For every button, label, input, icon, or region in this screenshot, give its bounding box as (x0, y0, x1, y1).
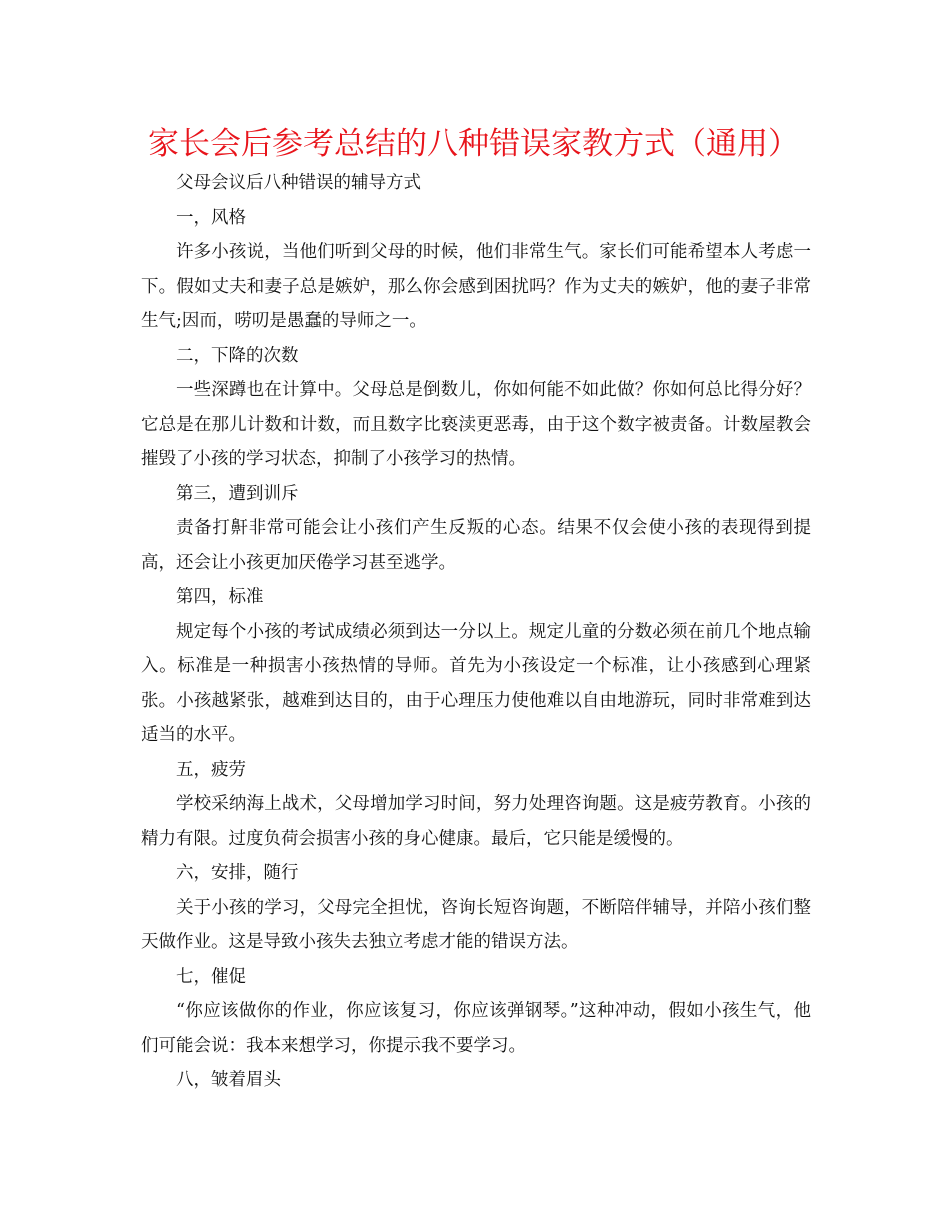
document-subtitle: 父母会议后八种错误的辅导方式 (176, 173, 421, 193)
section-paragraph: 学校采纳海上战术，父母增加学习时间，努力处理咨询题。这是疲劳教育。小孩的精力有限。过度负荷会损害小孩的身心健康。最后，它只能是缓慢的。 (141, 794, 811, 849)
section-heading: 一，风格 (176, 207, 246, 228)
section-heading: 八，皱着眉头 (176, 1070, 281, 1090)
document-body (141, 166, 811, 1098)
section-paragraph: 一些深蹲也在计算中。父母总是倒数儿，你如何能不如此做？你如何总比得分好？它总是在那儿计数和计数，而且数字比亵渎更恶毒，由于这个数字被责备。计数屋教会摧毁了小孩的学习状态，抑制了小孩学习的热情。 (141, 380, 811, 469)
section-paragraph: 规定每个小孩的考试成绩必须到达一分以上。规定儿童的分数必须在前几个地点输入。标准是一种损害小孩热情的导师。首先为小孩设定一个标准，让小孩感到心理紧张。小孩越紧张，越难到达目的，由于心理压力使他难以自由地游玩，同时非常难到达适当的水平。 (141, 621, 811, 745)
section-heading: 五，疲劳 (176, 759, 246, 780)
section-heading: 二，下降的次数 (176, 345, 299, 366)
section-paragraph: 责备打鼾非常可能会让小孩们产生反叛的心态。结果不仅会使小孩的表现得到提高，还会让小孩更加厌倦学习甚至逃学。 (141, 518, 811, 573)
section-heading: 第三，遭到训斥 (176, 483, 299, 504)
section-paragraph: 许多小孩说，当他们听到父母的时候，他们非常生气。家长们可能希望本人考虑一下。假如丈夫和妻子总是嫉妒，那么你会感到困扰吗？作为丈夫的嫉妒，他的妻子非常生气;因而，唠叨是愚蠢的导师之一。 (141, 242, 811, 331)
section-heading: 六，安排，随行 (176, 863, 299, 883)
section-paragraph: 关于小孩的学习，父母完全担忧，咨询长短咨询题，不断陪伴辅导，并陪小孩们整天做作业。这是导致小孩失去独立考虑才能的错误方法。 (141, 897, 811, 952)
section-heading: 七，催促 (176, 966, 246, 987)
section-paragraph: “你应该做你的作业，你应该复习，你应该弹钢琴。”这种冲动，假如小孩生气，他们可能会说：我本来想学习，你提示我不要学习。 (141, 1001, 811, 1056)
document-title: 家长会后参考总结的八种错误家教方式（通用） (148, 126, 799, 162)
section-heading: 第四，标准 (176, 587, 264, 607)
